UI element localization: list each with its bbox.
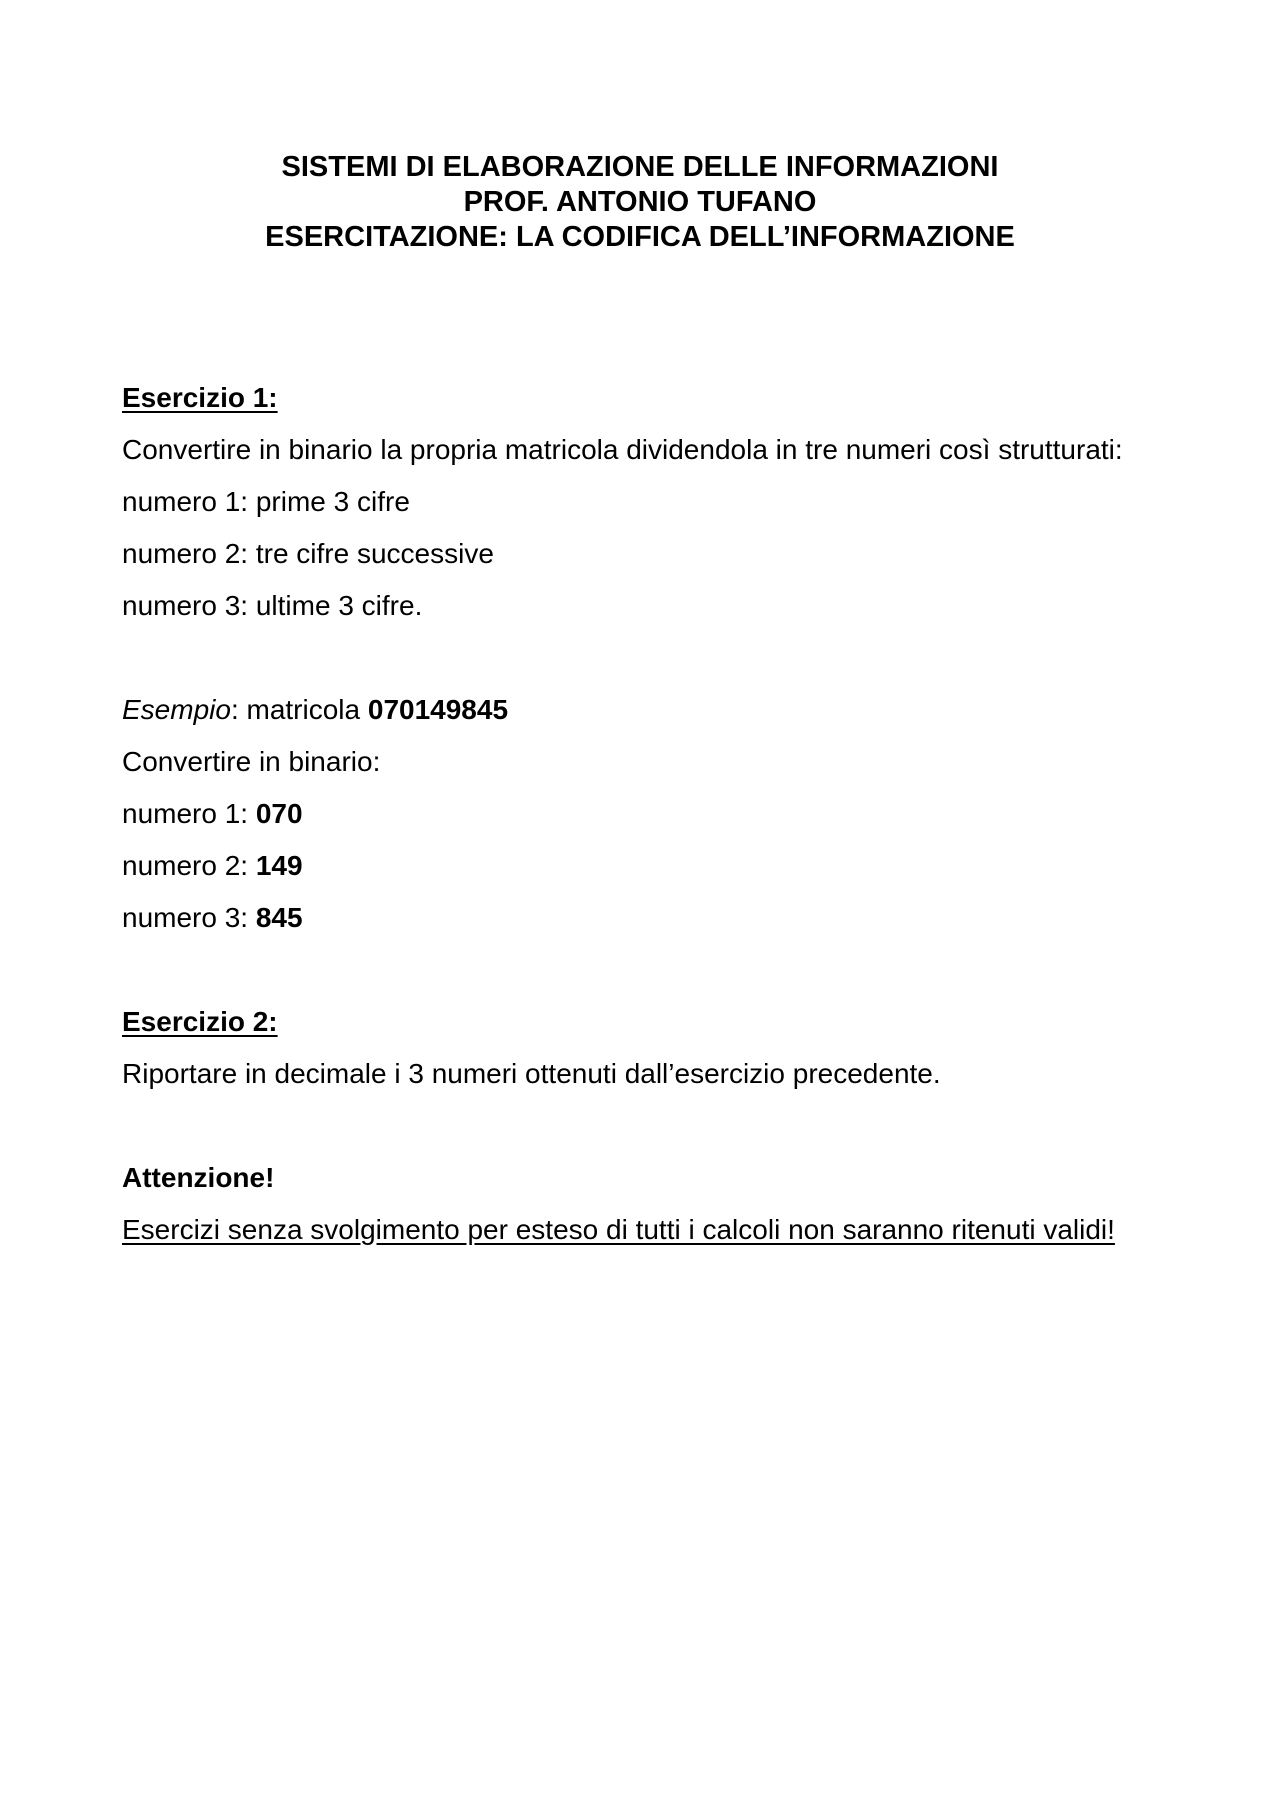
exercise-1-item: numero 1: prime 3 cifre (122, 486, 410, 517)
example-number-row (122, 840, 1162, 892)
course-title: SISTEMI DI ELABORAZIONE DELLE INFORMAZIONI (281, 151, 999, 183)
spacer (122, 632, 1162, 684)
example-line (122, 684, 1162, 736)
example-number-label: numero 3: (122, 902, 256, 933)
professor-name: PROF. ANTONIO TUFANO (463, 186, 817, 218)
exercise-1-text: Convertire in binario la propria matricola dividendola in tre numeri così strutturati: (122, 434, 1123, 465)
exercise-1-title: Esercizio 1: (122, 382, 278, 413)
example-number-value: 070 (255, 798, 303, 829)
document-body (122, 372, 1162, 1256)
exercise-2-section (122, 996, 1162, 1100)
document-header (0, 150, 1280, 255)
warning-title: Attenzione! (122, 1162, 275, 1193)
example-number-value: 845 (255, 902, 303, 933)
example-convert-line: Convertire in binario: (122, 746, 381, 777)
exercise-1-section (122, 372, 1162, 632)
warning-text: Esercizi senza svolgimento per esteso di tutti i calcoli non saranno ritenuti validi! (122, 1214, 1115, 1245)
example-label: Esempio (122, 694, 231, 725)
example-prefix: : matricola (230, 694, 368, 725)
example-number-value: 149 (255, 850, 303, 881)
example-number-row (122, 788, 1162, 840)
example-number-row (122, 892, 1162, 944)
example-number-label: numero 2: (122, 850, 256, 881)
exercise-2-text: Riportare in decimale i 3 numeri ottenuti dall’esercizio precedente. (122, 1058, 941, 1089)
example-matricola: 070149845 (367, 694, 509, 725)
exercise-1-item: numero 3: ultime 3 cifre. (122, 590, 423, 621)
spacer (122, 944, 1162, 996)
exercise-sheet-title: ESERCITAZIONE: LA CODIFICA DELL’INFORMAZIONE (265, 221, 1015, 253)
example-number-label: numero 1: (122, 798, 256, 829)
example-section (122, 684, 1162, 944)
spacer (122, 1100, 1162, 1152)
warning-section (122, 1152, 1162, 1256)
exercise-1-item: numero 2: tre cifre successive (122, 538, 494, 569)
exercise-2-title: Esercizio 2: (122, 1006, 278, 1037)
